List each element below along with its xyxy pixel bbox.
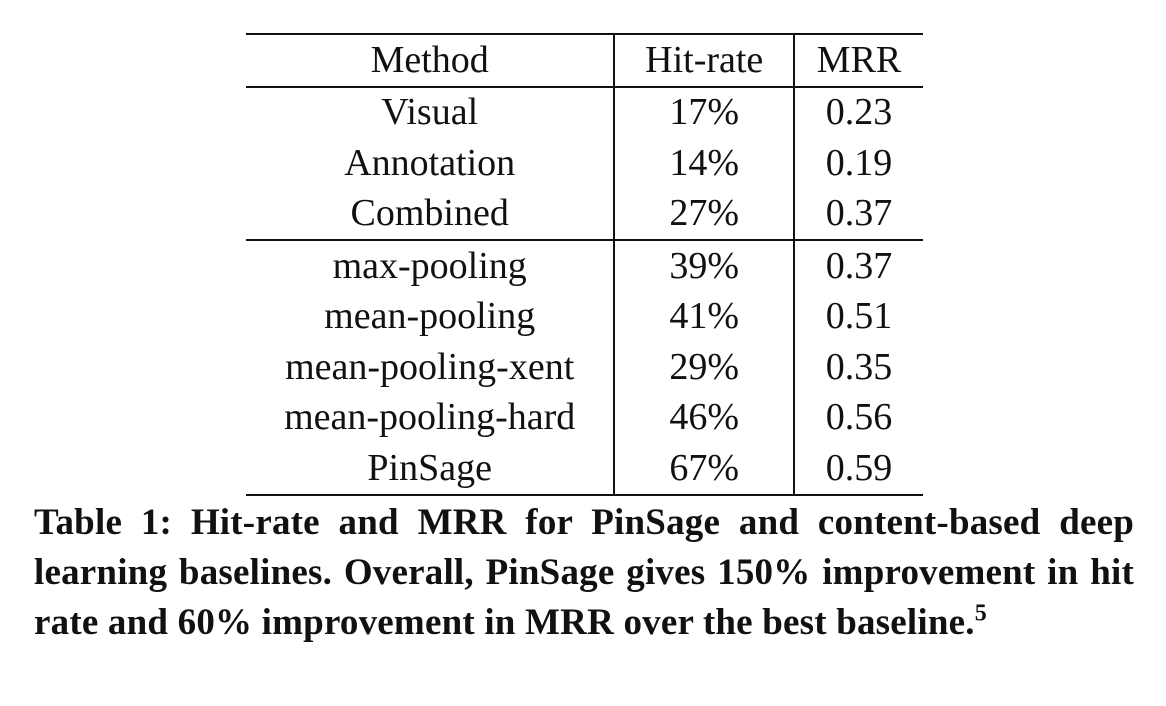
table-row <box>246 87 923 139</box>
cell-method: mean-pooling-xent <box>246 342 614 393</box>
cell-mrr: 0.56 <box>825 396 893 439</box>
footnote-mark: 5 <box>974 600 987 627</box>
cell-mrr: 0.35 <box>825 345 893 388</box>
table-header-row <box>246 34 923 87</box>
cell-method: Visual <box>246 87 614 139</box>
cell-hit-rate-best: 67% <box>614 443 794 495</box>
cell-hit-rate: 41% <box>614 292 794 343</box>
header-hit-rate: Hit-rate <box>614 34 794 87</box>
cell-hit-rate: 27% <box>614 189 794 241</box>
cell-method: Combined <box>246 189 614 241</box>
cell-method: mean-pooling <box>246 292 614 343</box>
cell-method: PinSage <box>246 443 614 495</box>
cell-hit-rate: 17% <box>614 87 794 139</box>
cell-mrr: 0.51 <box>825 295 893 338</box>
table-row <box>246 292 923 343</box>
cell-hit-rate: 29% <box>614 342 794 393</box>
cell-mrr: 0.19 <box>825 141 893 184</box>
cell-hit-rate: 14% <box>614 138 794 189</box>
table-row <box>246 189 923 241</box>
header-method: Method <box>246 34 614 87</box>
cell-mrr-best: 0.59 <box>794 443 923 495</box>
results-table-container <box>246 33 923 496</box>
table-row-best <box>246 443 923 495</box>
table-caption <box>34 498 1134 648</box>
table-row <box>246 342 923 393</box>
table-row <box>246 240 923 292</box>
cell-hit-rate: 39% <box>614 240 794 292</box>
caption-text: Table 1: Hit-rate and MRR for PinSage and content-based deep learning baselines. Overall, PinSage gives 150% improvement in hit rate and 60% improvement in MRR over the best baseline. <box>34 502 1134 643</box>
table-row <box>246 138 923 189</box>
cell-mrr: 0.23 <box>825 91 893 134</box>
cell-method: mean-pooling-hard <box>246 393 614 444</box>
cell-method: max-pooling <box>246 240 614 292</box>
header-mrr: MRR <box>794 34 923 87</box>
cell-mrr: 0.37 <box>825 244 893 287</box>
cell-mrr: 0.37 <box>794 189 923 241</box>
results-table <box>246 33 923 496</box>
cell-hit-rate: 46% <box>614 393 794 444</box>
table-row <box>246 393 923 444</box>
cell-method: Annotation <box>246 138 614 189</box>
